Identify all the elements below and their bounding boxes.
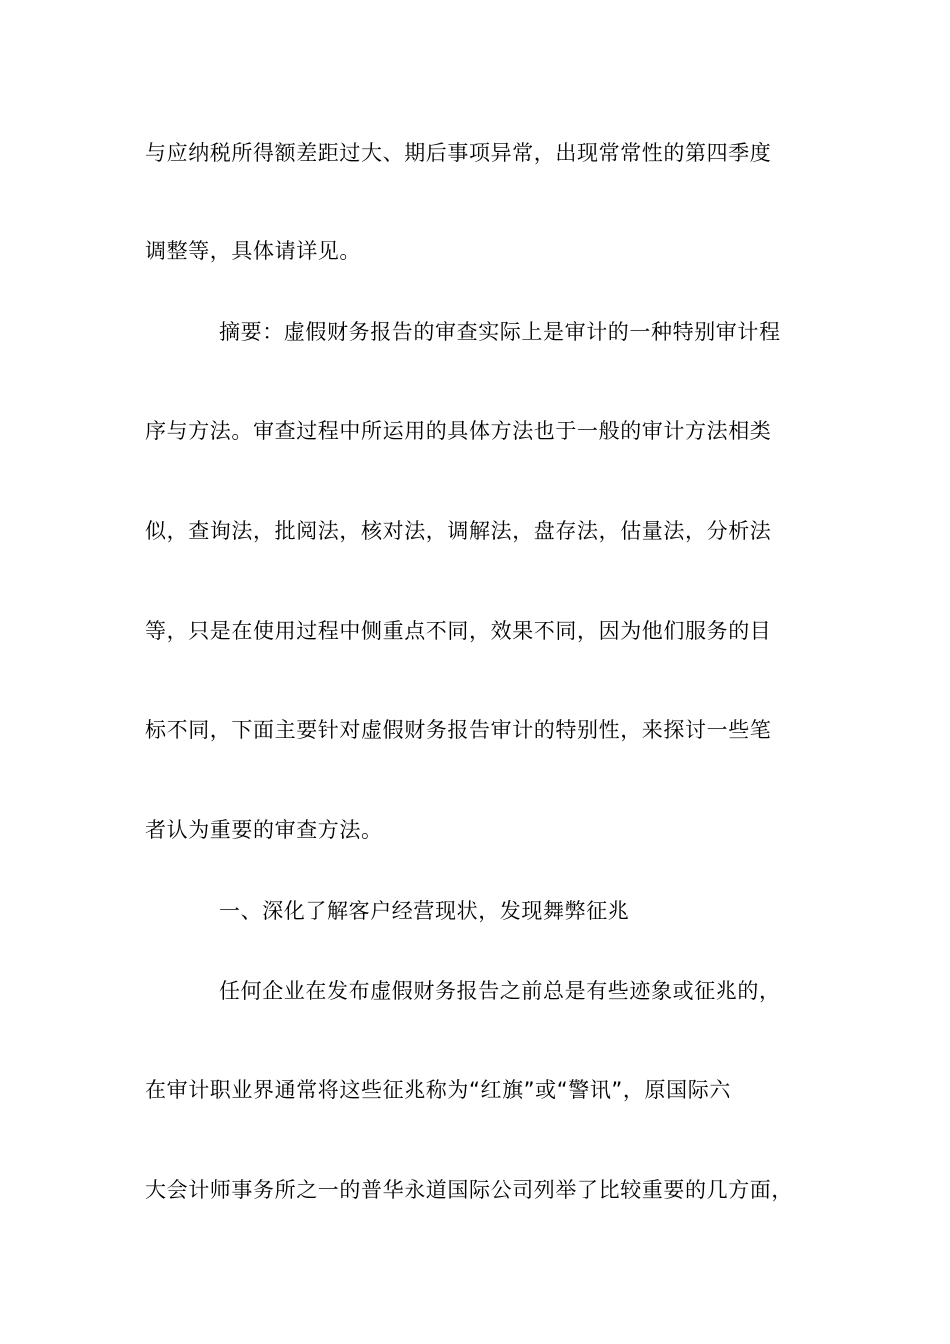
text-line: 者认为重要的审查方法。 bbox=[145, 818, 383, 842]
text-line: 大会计师事务所之一的普华永道国际公司列举了比较重要的几方面， bbox=[145, 1178, 793, 1202]
text-line: 与应纳税所得额差距过大、期后事项异常，出现常常性的第四季度 bbox=[145, 141, 772, 165]
abstract-paragraph-start: 摘要：虚假财务报告的审查实际上是审计的一种特别审计程 bbox=[219, 320, 781, 344]
text-line: 似，查询法，批阅法，核对法，调解法，盘存法，估量法，分析法 bbox=[145, 519, 772, 543]
section-heading: 一、深化了解客户经营现状，发现舞弊征兆 bbox=[219, 899, 630, 923]
text-line: 等，只是在使用过程中侧重点不同，效果不同，因为他们服务的目 bbox=[145, 619, 772, 643]
text-line: 在审计职业界通常将这些征兆称为“红旗”或“警讯”，原国际六 bbox=[145, 1078, 731, 1102]
text-line: 调整等，具体请详见。 bbox=[145, 239, 361, 263]
text-line: 序与方法。审查过程中所运用的具体方法也于一般的审计方法相类 bbox=[145, 419, 772, 443]
paragraph-start: 任何企业在发布虚假财务报告之前总是有些迹象或征兆的， bbox=[219, 979, 781, 1003]
text-line: 标不同，下面主要针对虚假财务报告审计的特别性，来探讨一些笔 bbox=[145, 718, 772, 742]
